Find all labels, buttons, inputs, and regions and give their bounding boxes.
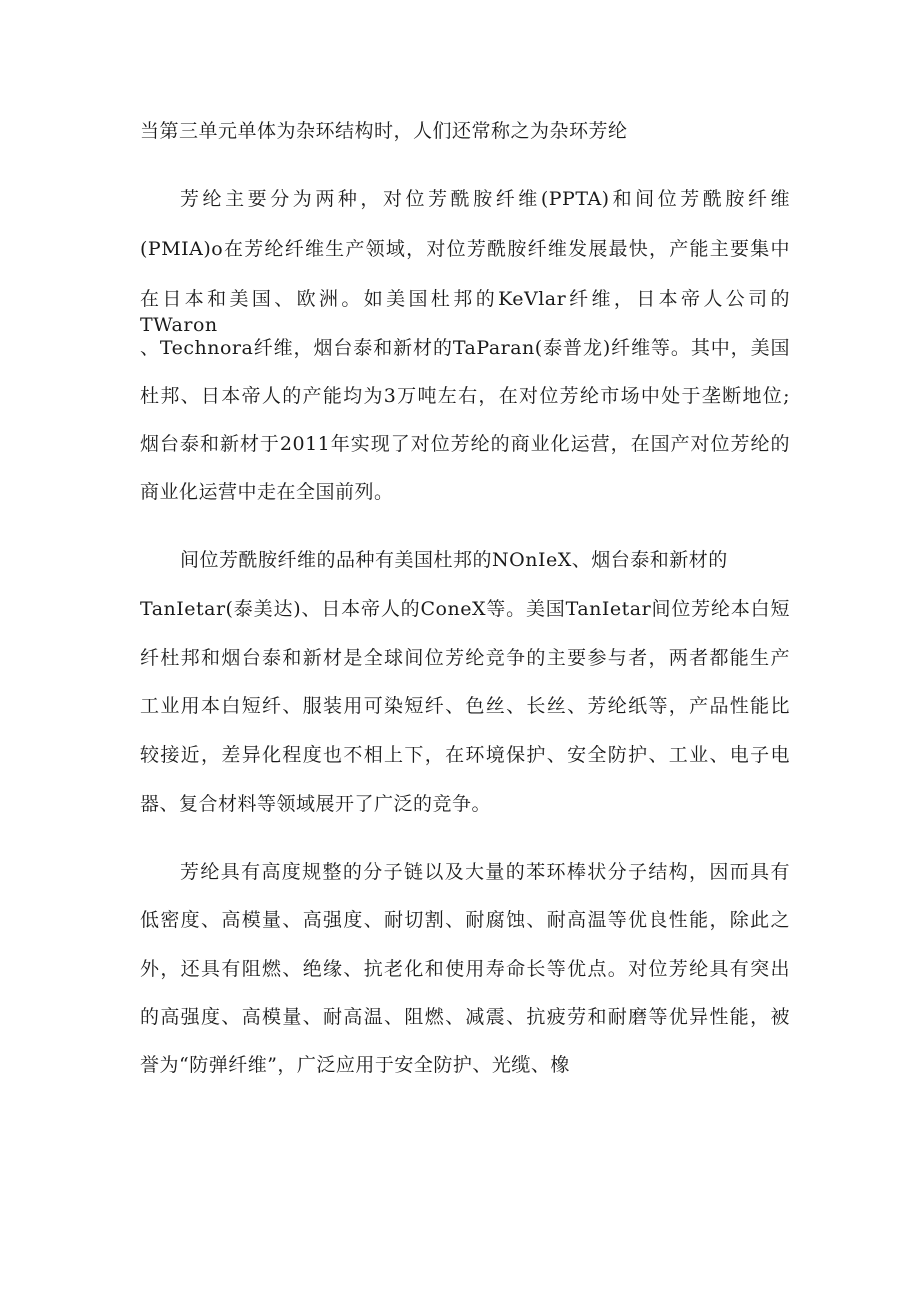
paragraph-1-line-5: 杜邦、日本帝人的产能均为3万吨左右，在对位芳纶市场中处于垄断地位; [140,385,790,407]
paragraph-2-line-5: 较接近，差异化程度也不相上下，在环境保护、安全防护、工业、电子电 [140,744,790,766]
paragraph-1-line-4: 、Technora纤维，烟台泰和新材的TaParan(泰普龙)纤维等。其中，美国 [140,337,790,359]
paragraph-2-line-4: 工业用本白短纤、服装用可染短纤、色丝、长丝、芳纶纸等，产品性能比 [140,695,790,717]
paragraph-3-line-5: 誉为“防弹纤维”，广泛应用于安全防护、光缆、橡 [140,1054,570,1076]
paragraph-1-line-6: 烟台泰和新材于2011年实现了对位芳纶的商业化运营，在国产对位芳纶的 [140,433,790,455]
paragraph-3-line-2: 低密度、高模量、高强度、耐切割、耐腐蚀、耐高温等优良性能，除此之 [140,909,790,931]
paragraph-1-line-2: (PMIA)o在芳纶纤维生产领域，对位芳酰胺纤维发展最快，产能主要集中 [140,238,790,260]
paragraph-1-line-3: 在日本和美国、欧洲。如美国杜邦的KeVlar纤维，日本帝人公司的TWaron [140,288,790,336]
paragraph-1-line-1: 芳纶主要分为两种，对位芳酰胺纤维(PPTA)和间位芳酰胺纤维 [180,188,790,210]
paragraph-2-line-2: TanIetar(泰美达)、日本帝人的ConeX等。美国TanIetar间位芳纶本白短 [140,598,790,620]
paragraph-3-line-1: 芳纶具有高度规整的分子链以及大量的苯环棒状分子结构，因而具有 [180,861,790,883]
paragraph-3-line-3: 外，还具有阻燃、绝缘、抗老化和使用寿命长等优点。对位芳纶具有突出 [140,958,790,980]
paragraph-3-line-4: 的高强度、高模量、耐高温、阻燃、减震、抗疲劳和耐磨等优异性能，被 [140,1006,790,1028]
paragraph-2-line-3: 纤杜邦和烟台泰和新材是全球间位芳纶竞争的主要参与者，两者都能生产 [140,647,790,669]
paragraph-2-line-1: 间位芳酰胺纤维的品种有美国杜邦的NOnIeX、烟台泰和新材的 [180,549,728,571]
paragraph-1-line-7: 商业化运营中走在全国前列。 [140,481,394,503]
paragraph-0-line-1: 当第三单元单体为杂环结构时，人们还常称之为杂环芳纶 [140,120,628,142]
paragraph-2-line-6: 器、复合材料等领域展开了广泛的竞争。 [140,793,492,815]
